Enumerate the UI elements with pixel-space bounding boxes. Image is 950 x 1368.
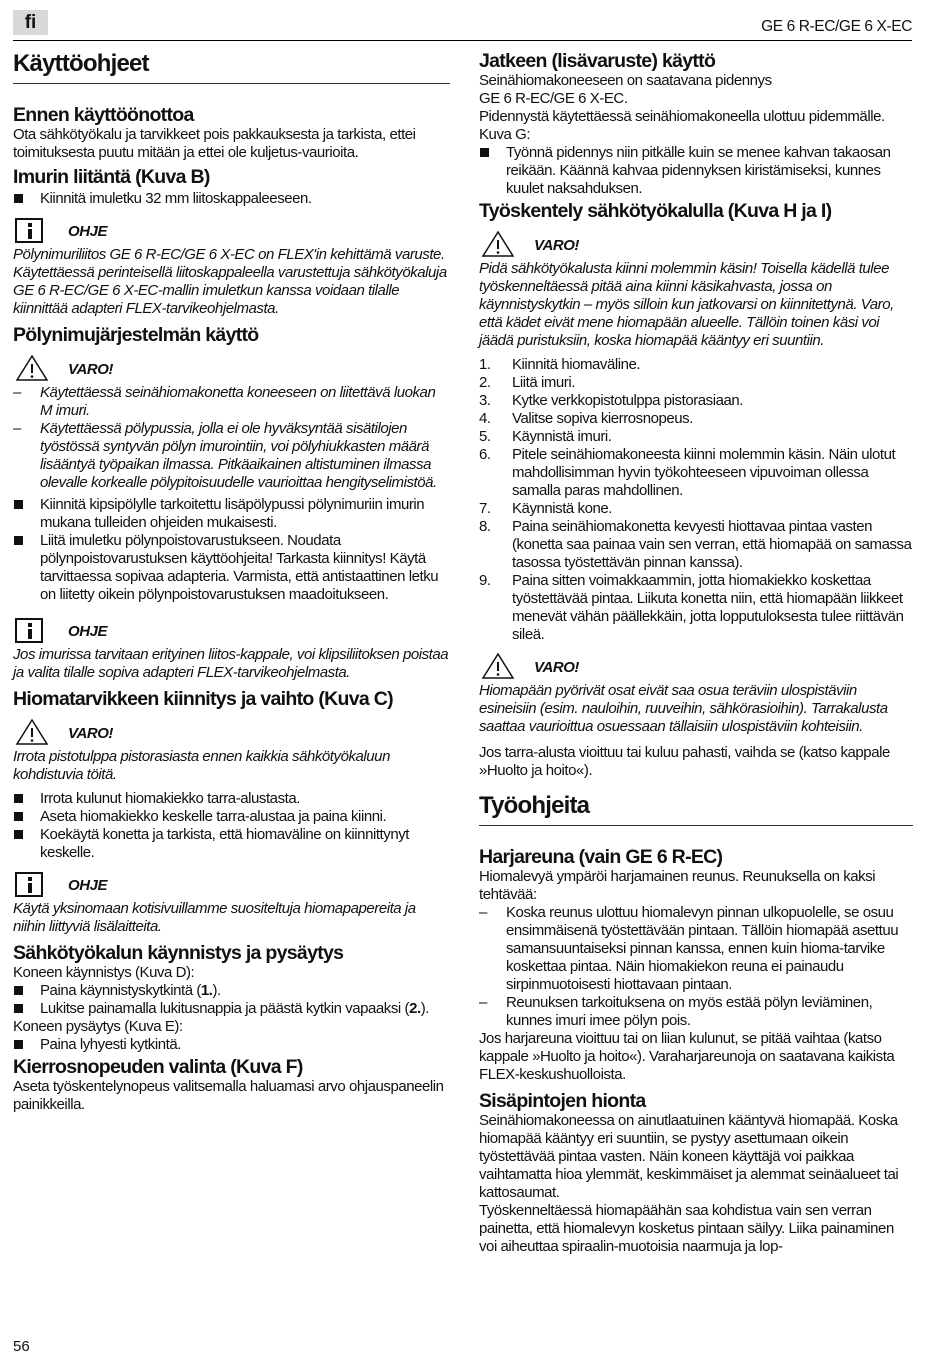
note-ohje-1 (13, 216, 450, 246)
header-rule (13, 40, 912, 41)
heading-imurin-liitanta: Imurin liitäntä (Kuva B) (13, 166, 210, 188)
numbered-steps (479, 356, 913, 644)
heading-kaynnistys-pysaytys: Sähkötyökalun käynnistys ja pysäytys (13, 942, 344, 964)
step-item (479, 356, 913, 374)
bullet-paina-lyhyesti: Paina lyhyesti kytkintä. (13, 1036, 450, 1054)
paragraph-pidennys-3: Pidennystä käytettäessä seinähiomakoneella ulottuu pidemmälle. (479, 108, 885, 125)
paragraph-koneen-pysaytys: Koneen pysäytys (Kuva E): (13, 1018, 183, 1035)
paragraph-tarra-alusta: Jos tarra-alusta vioittuu tai kuluu pahasti, vaihda se (katso kappale »Huolto ja hoito«). (479, 744, 890, 779)
bullet-aseta-kiekko: Aseta hiomakiekko keskelle tarra-alustaa ja paina kiinni. (13, 808, 450, 826)
dash-item-reunus-2: – Reunuksen tarkoituksena on myös estää pölyn leviäminen, kunnes imuri imee pölyn pois. (479, 994, 913, 1030)
step-text: Valitse sopiva kierrosnopeus. (512, 410, 693, 427)
step-number: 4. (479, 410, 491, 427)
heading-harjareuna: Harjareuna (vain GE 6 R-EC) (479, 846, 723, 868)
heading-kierrosnopeus: Kierrosnopeuden valinta (Kuva F) (13, 1056, 303, 1078)
info-icon (15, 218, 43, 243)
step-text: Paina sitten voimakkaammin, jotta hiomakiekko koskettaa työstettävää pintaa. Liikuta konetta niin, että hiomapään liikkeet menevät vähän päällekkäin, jotta lopputuloksesta tulee riittävän sileä. (512, 572, 904, 643)
step-number: 8. (479, 518, 491, 535)
paragraph-koneen-kaynnistys: Koneen käynnistys (Kuva D): (13, 964, 195, 981)
step-number: 1. (479, 356, 491, 373)
dash-item-dust-bag: – Käytettäessä pölypussia, jolla ei ole hyväksyntää sisätilojen työstössä syntyvän pölyn imurointiin, voi pölyhiukkasten määrä lisääntyä työpaikan ilmassa. Pitkäaikainen altistuminen ilmassa olevalle korkealle pölypitoisuudelle vaurioittaa hengityselimistöä. (13, 420, 450, 492)
bullet-lukitse (13, 1000, 450, 1018)
warning-label: VARO! (68, 361, 113, 378)
warning-varo-2 (13, 718, 450, 748)
text-part: ). (212, 982, 221, 999)
step-text: Liitä imuri. (512, 374, 575, 391)
heading-polynimujarjestelma: Pölynimujärjestelmän käyttö (13, 324, 259, 346)
step-number: 3. (479, 392, 491, 409)
warning-varo-1 (13, 354, 450, 384)
paragraph-sisapinnat-1: Seinähiomakoneessa on ainutlaatuinen kääntyvä hiomapää. Koska hiomapää kääntyy eri suuntiin, se pystyy asettumaan oikein työstettävää pintaa vasten. Näin koneen käyttäjä voi paikkaa vaihtamatta hioa ylemmät, keskimmäiset ja alemmat seinäalueet tai kattosaumat. (479, 1112, 899, 1201)
paragraph-harjareuna-2: Jos harjareuna vioittuu tai on liian kulunut, se pitää vaihtaa (katso kappale »Huolto ja hoito«). Varaharjareunoja on saatavana kaikista FLEX-keskushuolloista. (479, 1030, 895, 1083)
step-text: Käynnistä kone. (512, 500, 612, 517)
note-ohje-2 (13, 616, 450, 646)
warning-triangle-icon (481, 230, 515, 258)
bullet-koekayta: Koekäytä konetta ja tarkista, että hiomaväline on kiinnittynyt keskelle. (13, 826, 450, 862)
warning-triangle-icon (15, 718, 49, 746)
paragraph-kierrosnopeus: Aseta työskentelynopeus valitsemalla haluamasi arvo ohjauspaneelin painikkeilla. (13, 1078, 444, 1113)
step-text: Käynnistä imuri. (512, 428, 612, 445)
note-label: OHJE (68, 223, 108, 240)
step-text: Kytke verkkopistotulppa pistorasiaan. (512, 392, 743, 409)
warning-label: VARO! (534, 237, 579, 254)
section-title-tyoohjeita: Työohjeita (479, 792, 913, 826)
model-header: GE 6 R-EC/GE 6 X-EC (761, 18, 912, 35)
note-text-1: Pölynimuriliitos GE 6 R-EC/GE 6 X-EC on FLEX'in kehittämä varuste. Käytettäessä perinteisellä liitoskappaleella varustettuja sähkötyökaluja GE 6 R-EC/GE 6 X-EC-mallin imuletkun kanssa voidaan tilalle kiinnittää adapteri FLEX-tarvikeohjelmasta. (13, 246, 447, 317)
step-item (479, 446, 913, 500)
page-number: 56 (13, 1338, 30, 1355)
heading-ennen-kayttoonottoa: Ennen käyttöönottoa (13, 104, 194, 126)
info-icon (15, 618, 43, 643)
note-ohje-3 (13, 870, 450, 900)
text-part: Paina käynnistyskytkintä ( (40, 982, 201, 999)
step-item (479, 572, 913, 644)
left-column (13, 50, 450, 1114)
warning-label: VARO! (534, 659, 579, 676)
paragraph-sisapinnat-2: Työskenneltäessä hiomapäähän saa kohdistua vain sen verran painetta, että hiomalevyn kosketus pintaan säilyy. Liika painaminen voi aiheuttaa spiraalin-muotoisia naarmuja ja lop- (479, 1202, 894, 1255)
step-item (479, 410, 913, 428)
text-part: Lukitse painamalla lukitusnappia ja päästä kytkin vapaaksi ( (40, 1000, 410, 1017)
dash-item-reunus-1: – Koska reunus ulottuu hiomalevyn pinnan ulkopuolelle, se osuu ensimmäisenä työstettävään pintaan. Tällöin hiomapää asettuu samansuuntaiseksi pinnan kanssa, ennen kuin hioma-tarvike koskettaa pintaa. Näin hiomakiekon reuna ei painaudu sirpinmuotoisesti hiottavaan pintaan. (479, 904, 913, 994)
step-number: 6. (479, 446, 491, 463)
info-icon (15, 872, 43, 897)
step-ref-2: 2. (409, 1000, 421, 1017)
heading-sisapintojen-hionta: Sisäpintojen hionta (479, 1090, 646, 1112)
heading-hiomatarvike: Hiomatarvikkeen kiinnitys ja vaihto (Kuva C) (13, 688, 393, 710)
paragraph-unpacking: Ota sähkötyökalu ja tarvikkeet pois pakkauksesta ja tarkista, ettei toimituksesta puutu mitään ja ettei ole kuljetus-vaurioita. (13, 126, 416, 161)
language-tag: fi (13, 10, 48, 35)
step-ref-1: 1. (200, 982, 213, 999)
warning-varo-3 (479, 230, 913, 260)
step-number: 9. (479, 572, 491, 589)
step-item (479, 500, 913, 518)
text-part: ). (420, 1000, 429, 1017)
bullet-irrota-kiekko: Irrota kulunut hiomakiekko tarra-alustasta. (13, 790, 450, 808)
paragraph-harjareuna-1: Hiomalevyä ympäröi harjamainen reunus. Reunuksella on kaksi tehtävää: (479, 868, 876, 903)
step-item (479, 392, 913, 410)
step-item (479, 374, 913, 392)
heading-jatkeen-kaytto: Jatkeen (lisävaruste) käyttö (479, 50, 716, 72)
warning-varo-4 (479, 652, 913, 682)
right-column (479, 50, 913, 1256)
dash-item-m-class: – Käytettäessä seinähiomakonetta koneeseen on liitettävä luokan M imuri. (13, 384, 450, 420)
bullet-kipsipolypussi: Kiinnitä kipsipölylle tarkoitettu lisäpölypussi pölynimuriin imurin mukana tulleiden ohjeiden mukaisesti. (13, 496, 450, 532)
step-number: 2. (479, 374, 491, 391)
note-text-2: Jos imurissa tarvitaan erityinen liitos-kappale, voi klipsiliitoksen poistaa ja valita tilalle sopiva adapteri FLEX-tarvikeohjelmasta. (13, 646, 449, 681)
step-text: Pitele seinähiomakoneesta kiinni molemmin käsin. Näin ulotut mahdollisimman hyvin työkohteeseen vipuvoiman ollessa samalla paras mahdollinen. (512, 446, 896, 499)
bullet-paina-kytkin (13, 982, 450, 1000)
paragraph-pidennys-1: Seinähiomakoneeseen on saatavana pidennys (479, 72, 772, 89)
warning-text-3: Pidä sähkötyökalusta kiinni molemmin käsin! Toisella kädellä tulee työskenneltäessä pitää aina kiinni käsikahvasta, jossa on käynnistyskytkin – myös silloin kun jatkovarsi on kiinnitettynä. Varo, että kädet eivät mene hiomapään alueelle. Tällöin toinen käsi voi jäädä puristuksiin, koska hiomapää kääntyy eri suuntiin. (479, 260, 894, 349)
warning-triangle-icon (481, 652, 515, 680)
bullet-imuletku: Kiinnitä imuletku 32 mm liitoskappaleeseen. (13, 190, 450, 208)
bullet-tyonna-pidennys: Työnnä pidennys niin pitkälle kuin se menee kahvan takaosan reikään. Käännä kahvaa pidennyksen kiristämiseksi, kunnes kuulet naksahduksen. (479, 144, 913, 198)
step-number: 5. (479, 428, 491, 445)
step-item (479, 428, 913, 446)
step-number: 7. (479, 500, 491, 517)
warning-triangle-icon (15, 354, 49, 382)
step-text: Kiinnitä hiomaväline. (512, 356, 641, 373)
heading-tyoskentely: Työskentely sähkötyökalulla (Kuva H ja I) (479, 200, 832, 222)
step-text: Paina seinähiomakonetta kevyesti hiottavaa pintaa vasten (konetta saa painaa vain sen verran, että hiomapää on samassa tasossa työstettävän pinnan kanssa). (512, 518, 912, 571)
paragraph-kuva-g: Kuva G: (479, 126, 531, 143)
note-label: OHJE (68, 877, 108, 894)
paragraph-pidennys-2: GE 6 R-EC/GE 6 X-EC. (479, 90, 628, 107)
note-label: OHJE (68, 623, 108, 640)
warning-text-2: Irrota pistotulppa pistorasiasta ennen kaikkia sähkötyökaluun kohdistuvia töitä. (13, 748, 390, 783)
step-item (479, 518, 913, 572)
warning-text-4: Hiomapään pyörivät osat eivät saa osua teräviin ulospistäviin esineisiin (esim. nauloihin, ruuveihin, sähkörasioihin). Tarrakalusta saattaa vaurioittua osuessaan tällaisiin ulospistäviin kohteisiin. (479, 682, 888, 735)
bullet-liita-imuletku: Liitä imuletku pölynpoistovarustukseen. Noudata pölynpoistovarustuksen käyttöohjeita! Tarkasta kiinnitys! Käytä tarvittaessa sopivaa adapteria. Varmista, että antistaattinen letku on liitetty oikein pölynpoistovarustuksen maadoitukseen. (13, 532, 450, 604)
section-title-kayttoohjeet: Käyttöohjeet (13, 50, 450, 84)
note-text-3: Käytä yksinomaan kotisivuillamme suositeltuja hiomapapereita ja niihin liittyviä lisälaitteita. (13, 900, 416, 935)
warning-label: VARO! (68, 725, 113, 742)
